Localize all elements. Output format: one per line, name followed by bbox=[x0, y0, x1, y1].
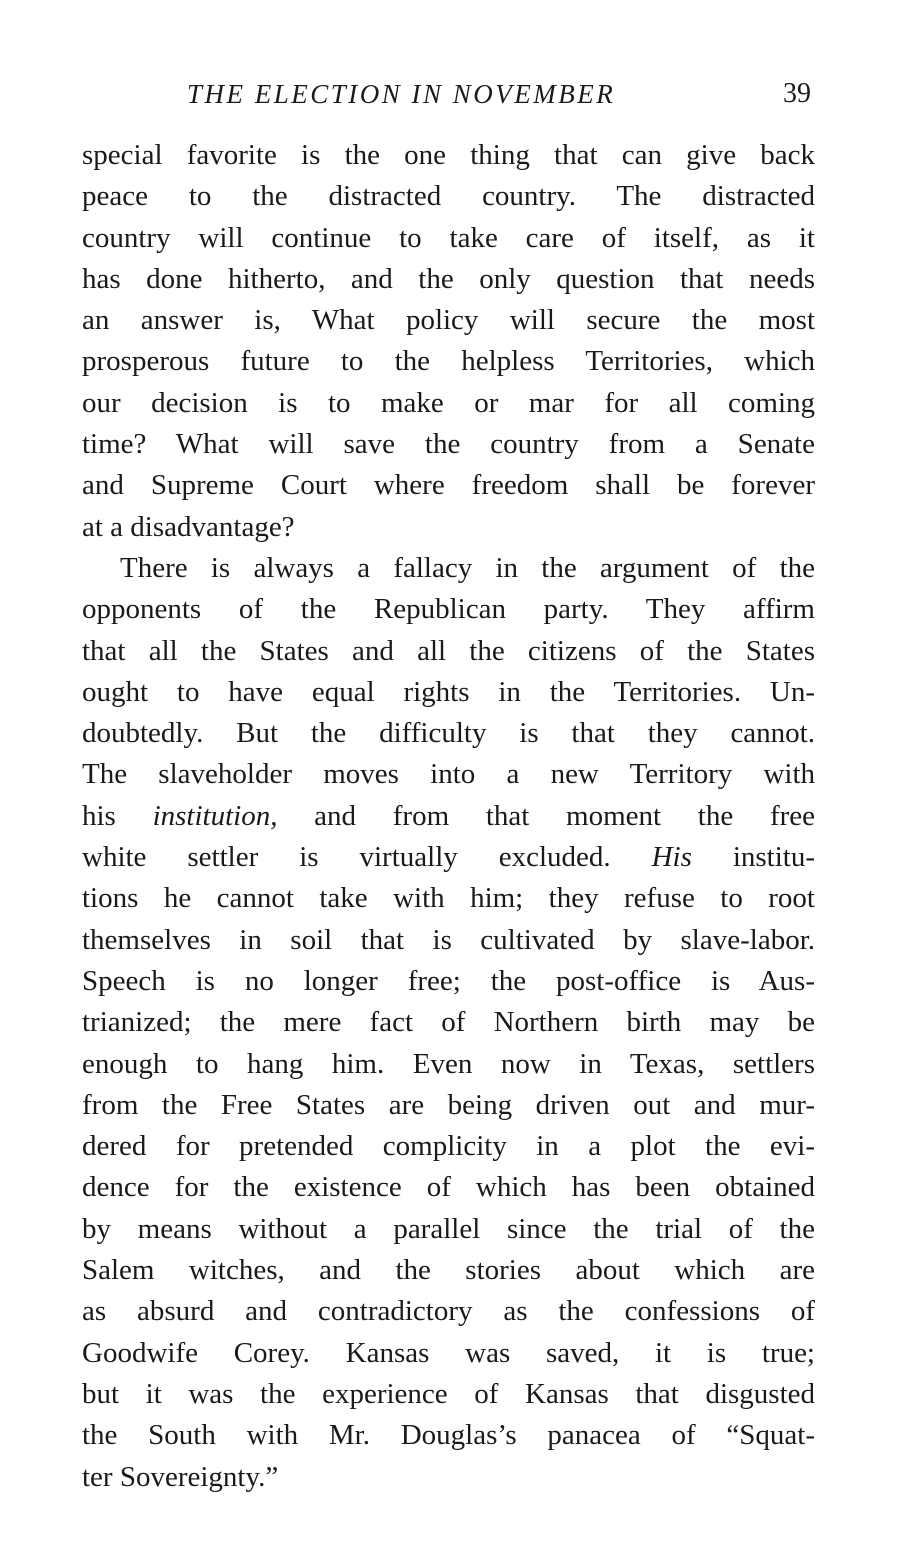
text-line: has done hitherto, and the only question that needs bbox=[82, 262, 815, 295]
text-line bbox=[82, 837, 815, 878]
italic-word-his: His bbox=[651, 841, 692, 874]
text-line: country will continue to take care of itself, as it bbox=[82, 221, 815, 254]
text-line: dence for the existence of which has been obtained bbox=[82, 1171, 815, 1204]
text-run: institu- bbox=[691, 841, 815, 874]
text-line: but it was the experience of Kansas that disgusted bbox=[82, 1377, 815, 1410]
paragraph-1 bbox=[82, 135, 815, 548]
text-run: and from that moment the free bbox=[277, 799, 815, 832]
paragraph-2 bbox=[82, 548, 815, 1498]
text-line: tions he cannot take with him; they refuse to root bbox=[82, 882, 815, 915]
text-line: special favorite is the one thing that can give back bbox=[82, 139, 815, 171]
text-line: that all the States and all the citizens of the States bbox=[82, 634, 815, 667]
text-line: themselves in soil that is cultivated by slave-labor. bbox=[82, 923, 815, 956]
text-line: Speech is no longer free; the post-office is Aus- bbox=[82, 964, 815, 997]
body-text bbox=[82, 135, 815, 1498]
page-number: 39 bbox=[783, 78, 811, 109]
text-line: enough to hang him. Even now in Texas, settlers bbox=[82, 1047, 815, 1080]
text-line: The slaveholder moves into a new Territory with bbox=[82, 758, 815, 791]
text-run: his bbox=[82, 799, 153, 832]
text-line: peace to the distracted country. The distracted bbox=[82, 180, 815, 213]
running-title: THE ELECTION IN NOVEMBER bbox=[187, 79, 616, 109]
text-line: doubtedly. But the difficulty is that they cannot. bbox=[82, 717, 815, 750]
text-line: time? What will save the country from a Senate bbox=[82, 428, 815, 461]
text-line: trianized; the mere fact of Northern birth may be bbox=[82, 1006, 815, 1039]
text-line bbox=[82, 796, 815, 837]
text-line: opponents of the Republican party. They affirm bbox=[82, 593, 815, 626]
text-line: and Supreme Court where freedom shall be forever bbox=[82, 469, 815, 502]
text-line: the South with Mr. Douglas’s panacea of “Squat- bbox=[82, 1419, 815, 1452]
text-line: Salem witches, and the stories about which are bbox=[82, 1254, 815, 1287]
text-line: as absurd and contradictory as the confessions of bbox=[82, 1295, 815, 1328]
text-run: white settler is virtually excluded. bbox=[82, 841, 652, 874]
text-line: our decision is to make or mar for all coming bbox=[82, 386, 815, 419]
running-head bbox=[82, 76, 817, 112]
text-line: Goodwife Corey. Kansas was saved, it is true; bbox=[82, 1336, 815, 1369]
italic-word-institution: institution, bbox=[152, 799, 278, 832]
text-line: by means without a parallel since the trial of the bbox=[82, 1212, 815, 1245]
text-line: ter Sovereignty.” bbox=[82, 1460, 279, 1493]
text-line: ought to have equal rights in the Territories. Un- bbox=[82, 675, 815, 708]
text-line: an answer is, What policy will secure the most bbox=[82, 304, 815, 337]
text-line: dered for pretended complicity in a plot the evi- bbox=[82, 1130, 815, 1163]
text-line: at a disadvantage? bbox=[82, 510, 295, 543]
text-line: from the Free States are being driven out and mur- bbox=[82, 1088, 815, 1121]
text-line: There is always a fallacy in the argument of the bbox=[120, 551, 815, 584]
text-line: prosperous future to the helpless Territories, which bbox=[82, 345, 815, 378]
